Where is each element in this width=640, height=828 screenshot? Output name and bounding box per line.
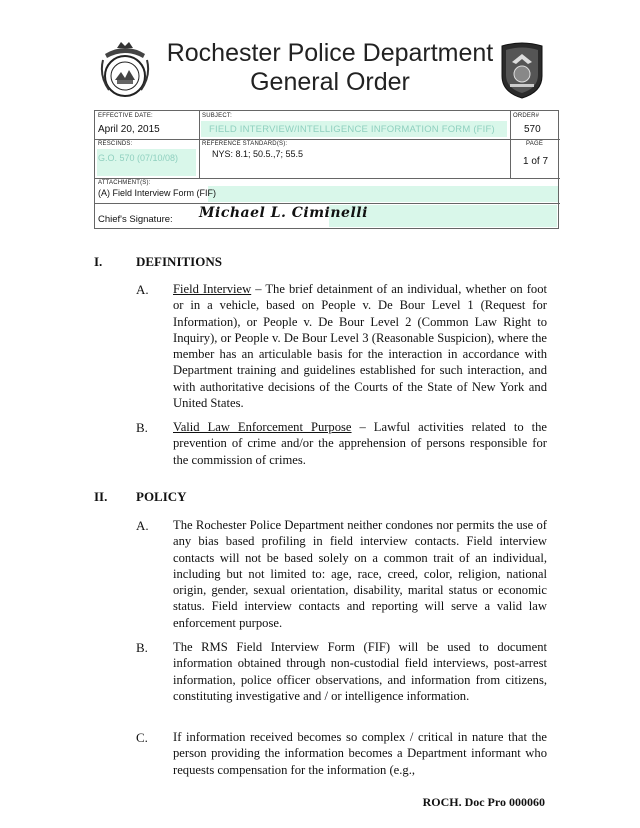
reference-standards-value: NYS: 8.1; 50.5.,7; 55.5 <box>212 149 304 159</box>
attachments-label: ATTACHMENT(S): <box>98 180 151 186</box>
section-number: II. <box>94 489 108 504</box>
police-badge-icon <box>498 40 546 100</box>
policy-paragraph: If information received becomes so complex / critical in nature that the person providing the information becomes a Department informant who requests compensation for the information (e.g., <box>173 730 547 777</box>
attachments-value: (A) Field Interview Form (FIF) <box>98 188 217 198</box>
reference-standards-cell <box>199 139 510 178</box>
definition-text: – The brief detainment of an individual, whether on foot or in a vehicle, based on People v. De Bour Level 1 (Request for Information), or People v. De Bour Level 2 (Common Law Right to Inquiry), or People v. De Bour Level 3 (Reasonable Suspicion), where the member has an articulable basis for the interaction in accordance with Department training and guidelines established for such interaction, and with authoritative decisions of the Courts of the State of New York and United States. <box>173 282 547 411</box>
item-letter: A. <box>136 518 149 533</box>
attachments-cell <box>95 178 560 203</box>
policy-paragraph: The RMS Field Interview Form (FIF) will be used to document information obtained through non-custodial field interviews, post-arrest information, police officer observations, and information from citizens, constituting investigative and / or intelligence information. <box>173 640 547 703</box>
order-number-value: 570 <box>524 124 541 135</box>
definition-paragraph <box>173 419 547 468</box>
chief-signature: Michael L. Ciminelli <box>199 205 368 221</box>
subject-value: FIELD INTERVIEW/INTELLIGENCE INFORMATION FORM (FIF) <box>209 124 495 135</box>
reference-standards-label: REFERENCE STANDARD(S): <box>202 141 288 147</box>
item-letter: B. <box>136 420 148 435</box>
page-cell <box>510 139 560 178</box>
document-title-line1: Rochester Police Department <box>166 39 494 67</box>
definition-text: – Lawful activities related to the prevention of crime and/or the apprehension of persons responsible for the commission of crimes. <box>173 420 547 467</box>
definition-term: Valid Law Enforcement Purpose <box>173 420 352 434</box>
page-value: 1 of 7 <box>523 156 549 167</box>
rescinds-value: G.O. 570 (07/10/08) <box>98 153 179 163</box>
rescinds-cell <box>95 139 199 178</box>
page-label: PAGE <box>526 141 544 147</box>
signature-label: Chief's Signature: <box>98 214 173 225</box>
policy-paragraph: The Rochester Police Department neither condones nor permits the use of any bias based profiling in field interview contacts. Field interview contacts will not be based solely on a common trait of an individual, including but not limited to: age, race, creed, color, religion, national origin, gender, sexual orientation, disability, marital status or economic status. Field interview contacts and reporting will serve a valid law enforcement purpose. <box>173 518 547 630</box>
subject-cell <box>199 111 510 139</box>
subject-label: SUBJECT: <box>202 113 232 119</box>
effective-date-cell <box>95 111 199 139</box>
section-title: DEFINITIONS <box>136 254 222 269</box>
order-header-table <box>94 110 559 229</box>
item-letter: C. <box>136 730 148 745</box>
order-number-label: ORDER# <box>513 113 540 119</box>
city-seal-icon <box>99 40 151 100</box>
section-number: I. <box>94 254 103 269</box>
rescinds-label: RESCINDS: <box>98 141 133 147</box>
effective-date-value: April 20, 2015 <box>98 124 160 135</box>
document-bates-number: ROCH. Doc Pro 000060 <box>422 795 545 809</box>
definition-paragraph <box>173 281 547 411</box>
item-letter: B. <box>136 640 148 655</box>
section-title: POLICY <box>136 489 187 504</box>
definition-term: Field Interview <box>173 282 252 296</box>
item-letter: A. <box>136 282 149 297</box>
document-title-line2: General Order <box>250 68 410 96</box>
order-number-cell <box>510 111 560 139</box>
signature-cell <box>95 203 560 230</box>
effective-date-label: EFFECTIVE DATE: <box>98 113 153 119</box>
